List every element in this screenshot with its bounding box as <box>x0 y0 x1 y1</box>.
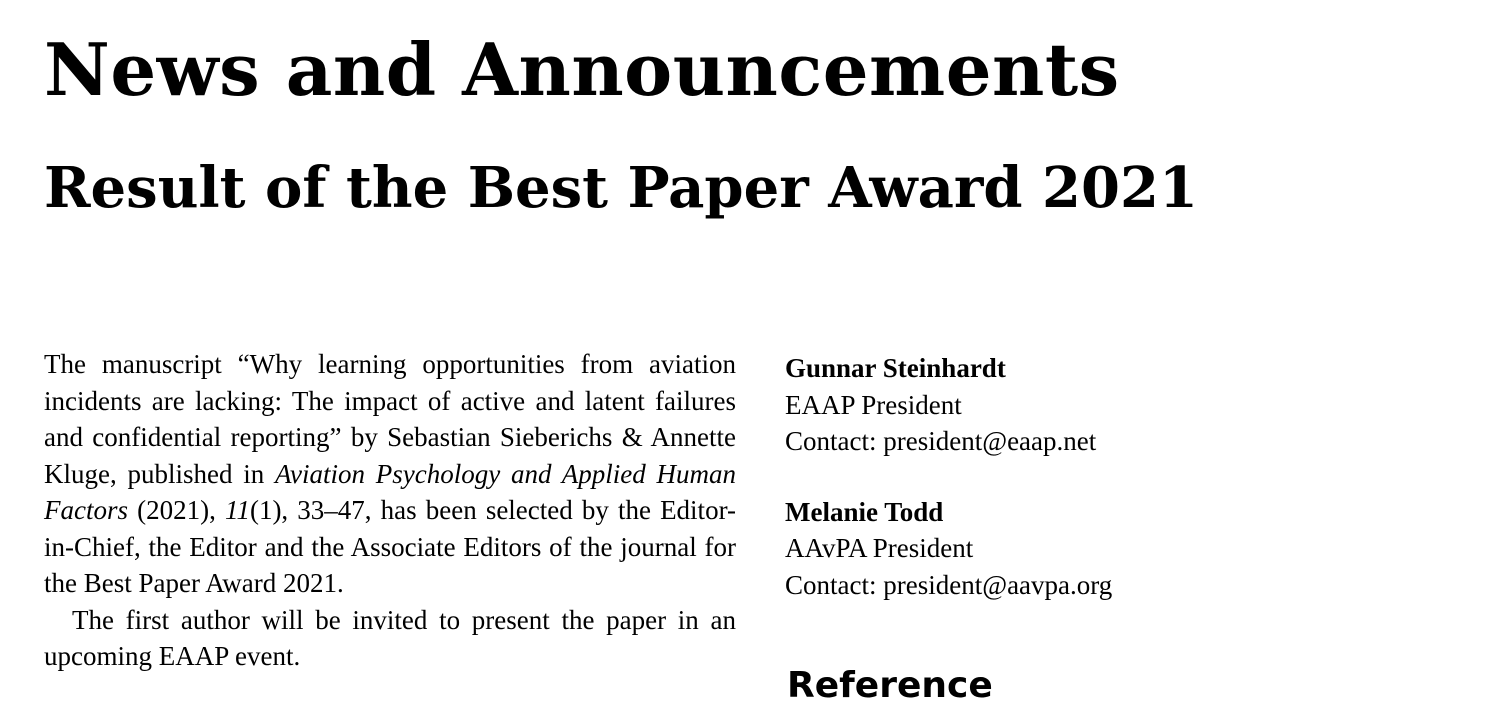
contact-email: Contact: president@eaap.net <box>785 426 1097 456</box>
contact-block-aavpa <box>785 494 1345 604</box>
article-body <box>44 346 736 675</box>
article-paragraph-1 <box>44 346 736 602</box>
page-subtitle: Result of the Best Paper Award 2021 <box>44 155 1198 221</box>
paragraph-text: (1), 33–47, has been selected by the Editor-in-Chief, the Editor and the Associate Editors of the journal for the Best Paper Award 2021. <box>44 495 737 598</box>
paragraph-text: (2021), <box>128 495 225 525</box>
contact-name: Melanie Todd <box>785 496 944 527</box>
contact-role: EAAP President <box>785 389 962 420</box>
paragraph-text: The manuscript “Why learning opportunities from aviation incidents are lacking: The impact of active and latent failures and confidential reporting” by Sebastian Sieberichs & Annette Kluge, published in <box>44 349 736 489</box>
journal-title: Aviation Psychology and Applied Human Factors <box>44 458 736 525</box>
journal-volume: 11 <box>224 495 250 525</box>
reference-heading: Reference <box>787 665 993 706</box>
contact-block-eaap <box>785 350 1345 460</box>
article-paragraph-2: The first author will be invited to present the paper in an upcoming EAAP event. <box>44 604 736 671</box>
contact-name: Gunnar Steinhardt <box>785 353 1006 383</box>
contacts-column <box>785 350 1345 637</box>
contact-email: Contact: president@aavpa.org <box>785 569 1113 600</box>
page-title: News and Announcements <box>44 27 1120 112</box>
contact-role: AAvPA President <box>785 533 974 563</box>
